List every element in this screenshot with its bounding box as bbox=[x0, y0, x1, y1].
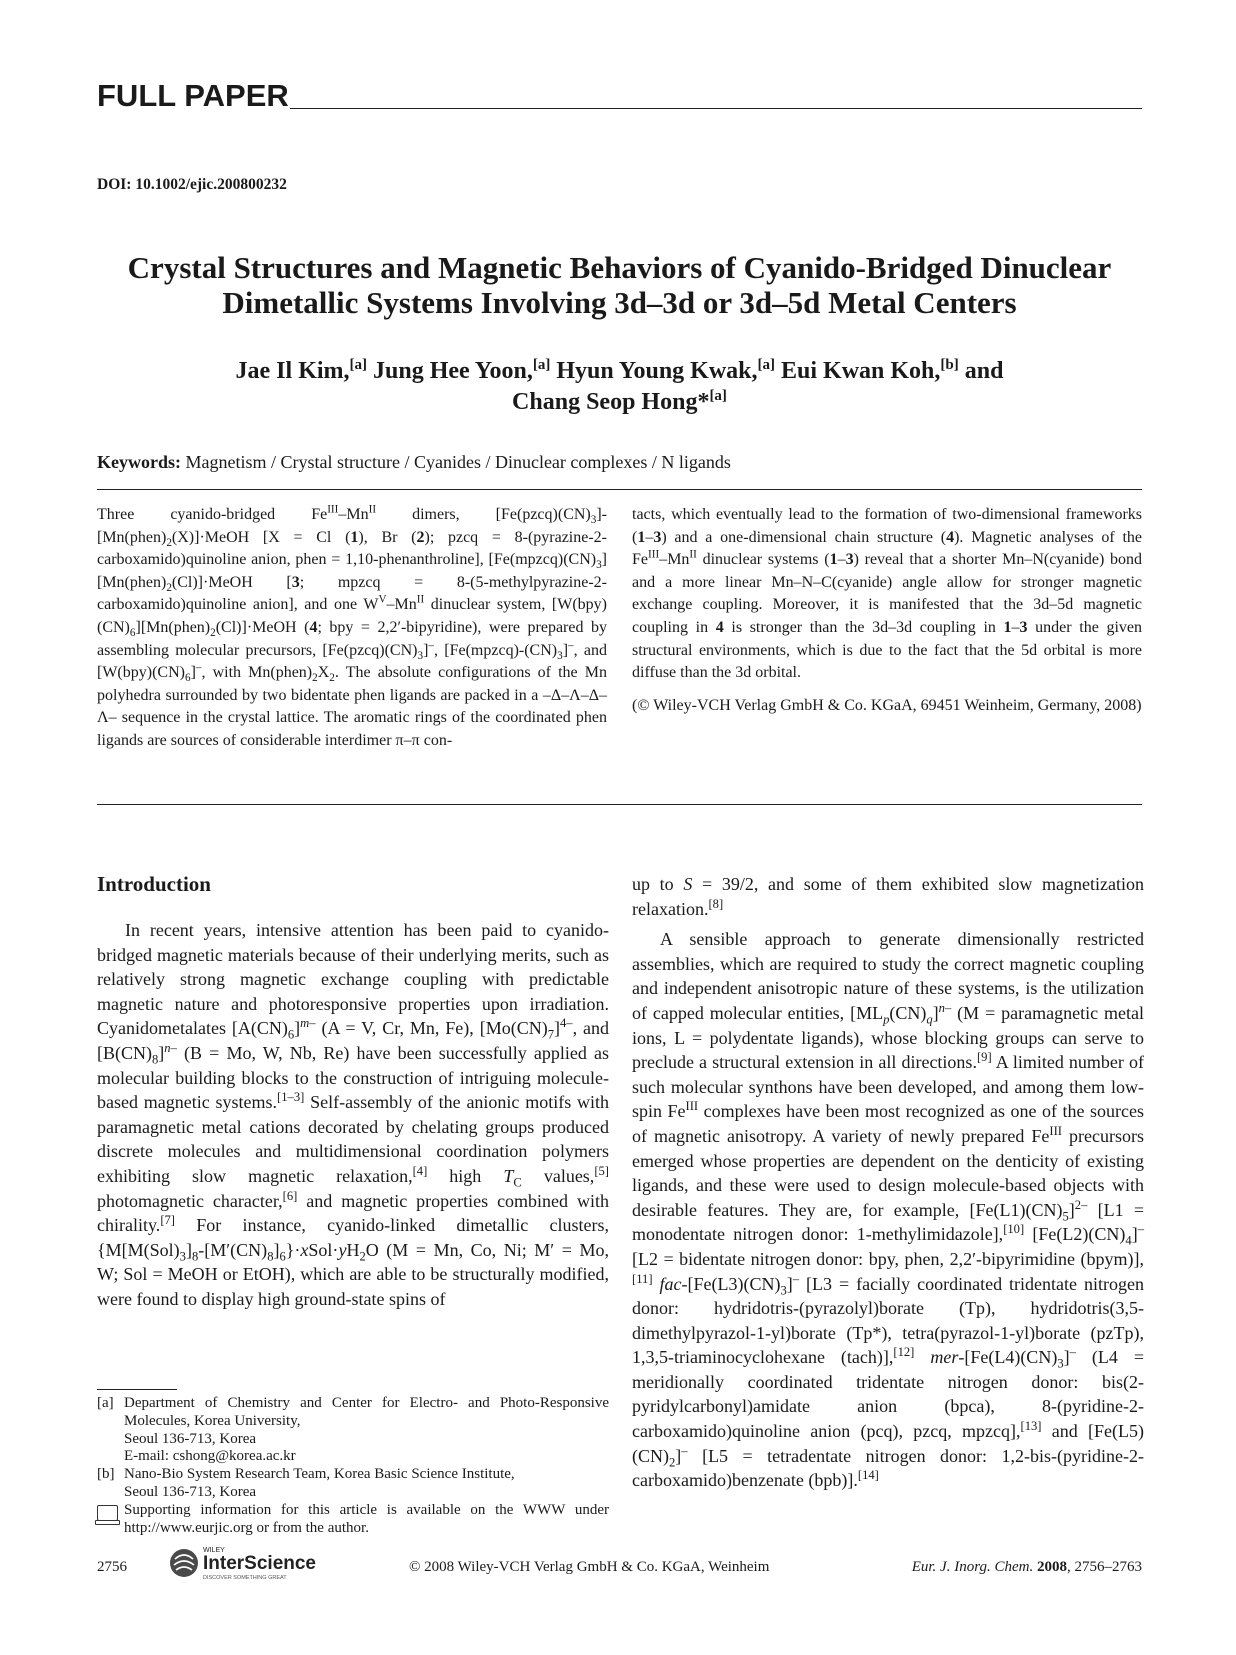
author-name: Eui Kwan Koh, bbox=[781, 358, 941, 384]
author-list bbox=[97, 356, 1142, 418]
interscience-logo bbox=[167, 1543, 367, 1583]
author-name: Jung Hee Yoon, bbox=[373, 358, 533, 384]
abstract-right-column bbox=[632, 504, 1142, 717]
header-rule bbox=[290, 108, 1142, 109]
title-line: Dimetallic Systems Involving 3d–3d or 3d–5d Metal Centers bbox=[222, 285, 1017, 320]
supporting-info-text[interactable]: Supporting information for this article is available on the WWW under http://www.eurjic.org or from the author. bbox=[124, 1501, 609, 1536]
author-affiliation: [a] bbox=[349, 357, 368, 373]
footnote-address: Seoul 136-713, Korea bbox=[124, 1483, 257, 1500]
keywords-text: Magnetism / Crystal structure / Cyanides / Dinuclear complexes / N ligands bbox=[181, 452, 731, 472]
journal-name: Eur. J. Inorg. Chem. bbox=[911, 1559, 1034, 1575]
footnote-rule bbox=[97, 1389, 177, 1390]
affiliation-footnote bbox=[97, 1466, 609, 1484]
footnotes bbox=[97, 1395, 609, 1537]
footnote-marker: [b] bbox=[97, 1466, 115, 1483]
footer-citation bbox=[912, 1559, 1142, 1576]
logo-wiley-text: WILEY bbox=[203, 1547, 225, 1554]
keywords bbox=[97, 452, 731, 473]
logo-name-text: InterScience bbox=[203, 1553, 316, 1574]
footnote-address: Seoul 136-713, Korea bbox=[124, 1430, 257, 1447]
author-conjunction: and bbox=[964, 358, 1004, 384]
keywords-label: Keywords: bbox=[97, 452, 181, 472]
article-title bbox=[97, 250, 1142, 320]
journal-pages: , 2756–2763 bbox=[1067, 1559, 1142, 1575]
body-right-column bbox=[632, 872, 1144, 1493]
doi[interactable]: DOI: 10.1002/ejic.200800232 bbox=[97, 176, 287, 193]
section-heading: Introduction bbox=[97, 872, 211, 896]
page-number: 2756 bbox=[97, 1559, 127, 1575]
footnote-text: Nano-Bio System Research Team, Korea Basic Science Institute, bbox=[124, 1466, 515, 1483]
footnote-marker: [a] bbox=[97, 1395, 114, 1411]
body-paragraph: up to S = 39/2, and some of them exhibited slow magnetization relaxation.[8] bbox=[632, 874, 1144, 919]
author-name: Chang Seop Hong* bbox=[512, 389, 710, 415]
computer-icon bbox=[97, 1502, 124, 1538]
abstract-paragraph: Three cyanido-bridged $Fe^{III}-Mn^{II}$ dimers, $[Fe(pzcq)(CN)_3]-[Mn(phen)_2(X)]\cdot MeOH$ [X = Cl (1), Br (2); pzcq = 8-(pyrazine-2-carboxamido)quinoline anion, phen = 1,10-phenanthroline], $[Fe(mpzcq)(CN)_3][Mn(phen)_2(Cl)]\cdot MeOH$ [3; mpzcq = 8-(5-methylpyrazine-2-carboxamido)quinoline anion], and one $W^V-Mn^{II}$ dinuclear system, $[W(bpy)(CN)_6][Mn(phen)_2(Cl)]\cdot MeOH$ (4; bpy = 2,2′-bipyridine), were prepared by assembling molecular precursors, $[Fe(pzcq)(CN)_3]^-$, $[Fe(mpzcq)-(CN)_3]^-$, and $[W(bpy)(CN)_6]^-$, with $Mn(phen)_2X_2$. The absolute configurations of the Mn polyhedra surrounded by two bidentate phen ligands are packed in a –Δ–Λ–Δ–Λ– sequence in the crystal lattice. The aromatic rings of the coordinated phen ligands are sources of considerable interdimer π–π con- bbox=[97, 503, 608, 749]
author-name: Hyun Young Kwak, bbox=[556, 358, 758, 384]
author-affiliation: [a] bbox=[532, 357, 551, 373]
body-paragraph: A sensible approach to generate dimensionally restricted assemblies, which are required to study the correct magnetic coupling and independent anisotropic nature of these systems, is the utilization of capped molecular entities, $[ML_p(CN)_q]^{n-}$ (M = paramagnetic metal ions, L = polydentate ligands), whose blocking groups can serve to preclude a structural extension in all directions.[9] A limited number of such molecular synthons have been developed, and among them low-spin $Fe^{III}$ complexes have been most recognized as one of the sources of magnetic anisotropy. A variety of newly prepared $Fe^{III}$ precursors emerged whose properties are dependent on the denticity of existing ligands, and these were used to design molecule-based objects with desirable features. They are, for example, $[Fe(L1)(CN)_5]^{2-}$ [L1 = monodentate nitrogen donor: 1-methylimidazole],[10] $[Fe(L2)(CN)_4]^-$ [L2 = bidentate nitrogen donor: bpy, phen, 2,2′-bipyrimidine (bpym)],[11] fac-$[Fe(L3)(CN)_3]^-$ [L3 = facially coordinated tridentate nitrogen donor: hydridotris-(pyrazolyl)borate (Tp), hydridotris(3,5-dimethylpyrazol-1-yl)borate (Tp*), tetra(pyrazol-1-yl)borate (pzTp), 1,3,5-triaminocyclohexane (tach)],[12] mer-$[Fe(L4)(CN)_3]^-$ (L4 = meridionally coordinated tridentate nitrogen donor: bis(2-pyridylcarbonyl)amidate anion (bpca), 8-(pyridine-2-carboxamido)quinoline anion (pcq), pzcq, mpzcq],[13] and $[Fe(L5)(CN)_2]^-$ [L5 = tetradentate nitrogen donor: 1,2-bis-(pyridine-2-carboxamido)benzenate (bpb)].[14] bbox=[632, 929, 1145, 1491]
abstract-top-rule bbox=[97, 489, 1142, 490]
footnote-email[interactable]: E-mail: cshong@korea.ac.kr bbox=[124, 1448, 296, 1465]
author-name: Jae Il Kim, bbox=[235, 358, 350, 384]
footer-copyright: © 2008 Wiley-VCH Verlag GmbH & Co. KGaA, Weinheim bbox=[409, 1559, 770, 1575]
journal-year: 2008 bbox=[1037, 1559, 1067, 1575]
abstract-copyright: (© Wiley-VCH Verlag GmbH & Co. KGaA, 69451 Weinheim, Germany, 2008) bbox=[632, 696, 1142, 714]
author-affiliation: [b] bbox=[940, 357, 959, 373]
page-footer bbox=[97, 1547, 1142, 1583]
footnote-text: Department of Chemistry and Center for Electro- and Photo-Responsive Molecules, Korea University, bbox=[124, 1395, 609, 1429]
affiliation-footnote bbox=[97, 1395, 609, 1431]
abstract-paragraph: tacts, which eventually lead to the formation of two-dimensional frameworks (1–3) and a one-dimensional chain structure (4). Magnetic analyses of the $Fe^{III}-Mn^{II}$ dinuclear systems (1–3) reveal that a shorter Mn–N(cyanide) bond and a more linear Mn–N–C(cyanide) angle allow for stronger magnetic exchange coupling. Moreover, it is manifested that the 3d–5d magnetic coupling in 4 is stronger than the 3d–3d coupling in 1–3 under the given structural environments, which is due to the fact that the 5d orbital is more diffuse than the 3d orbital. bbox=[632, 506, 1143, 682]
author-affiliation: [a] bbox=[709, 388, 727, 404]
abstract-left-column bbox=[97, 504, 607, 753]
section-kicker: FULL PAPER bbox=[97, 78, 289, 113]
logo-tagline-text: DISCOVER SOMETHING GREAT bbox=[203, 1575, 287, 1581]
title-line: Crystal Structures and Magnetic Behaviors of Cyanido-Bridged Dinuclear bbox=[127, 250, 1112, 285]
abstract-bottom-rule bbox=[97, 804, 1142, 805]
body-left-column bbox=[97, 918, 609, 1312]
body-paragraph: In recent years, intensive attention has been paid to cyanido-bridged magnetic materials because of their underlying merits, such as relatively strong magnetic exchange coupling with predictable magnetic nature and photoresponsive properties upon irradiation. Cyanidometalates $[A(CN)_6]^{m-}$ (A = V, Cr, Mn, Fe), $[Mo(CN)_7]^{4-}$, and $[B(CN)_8]^{n-}$ (B = Mo, W, Nb, Re) have been successfully applied as molecular building blocks to the construction of intriguing molecule-based magnetic systems.[1–3] Self-assembly of the anionic motifs with paramagnetic metal cations decorated by chelating groups produced discrete molecules and multidimensional coordination polymers exhibiting slow magnetic relaxation,[4] high $T_C$ values,[5] photomagnetic character,[6] and magnetic properties combined with chirality.[7] For instance, cyanido-linked dimetallic clusters, $\{M[M(Sol)_3]_8-[M'(CN)_8]_6\}\cdot xSol\cdot yH_2O$ (M = Mn, Co, Ni; M′ = Mo, W; Sol = MeOH or EtOH), which are able to be structurally modified, were found to display high ground-state spins of bbox=[97, 920, 609, 1309]
author-affiliation: [a] bbox=[757, 357, 776, 373]
supporting-info-note bbox=[97, 1502, 609, 1538]
